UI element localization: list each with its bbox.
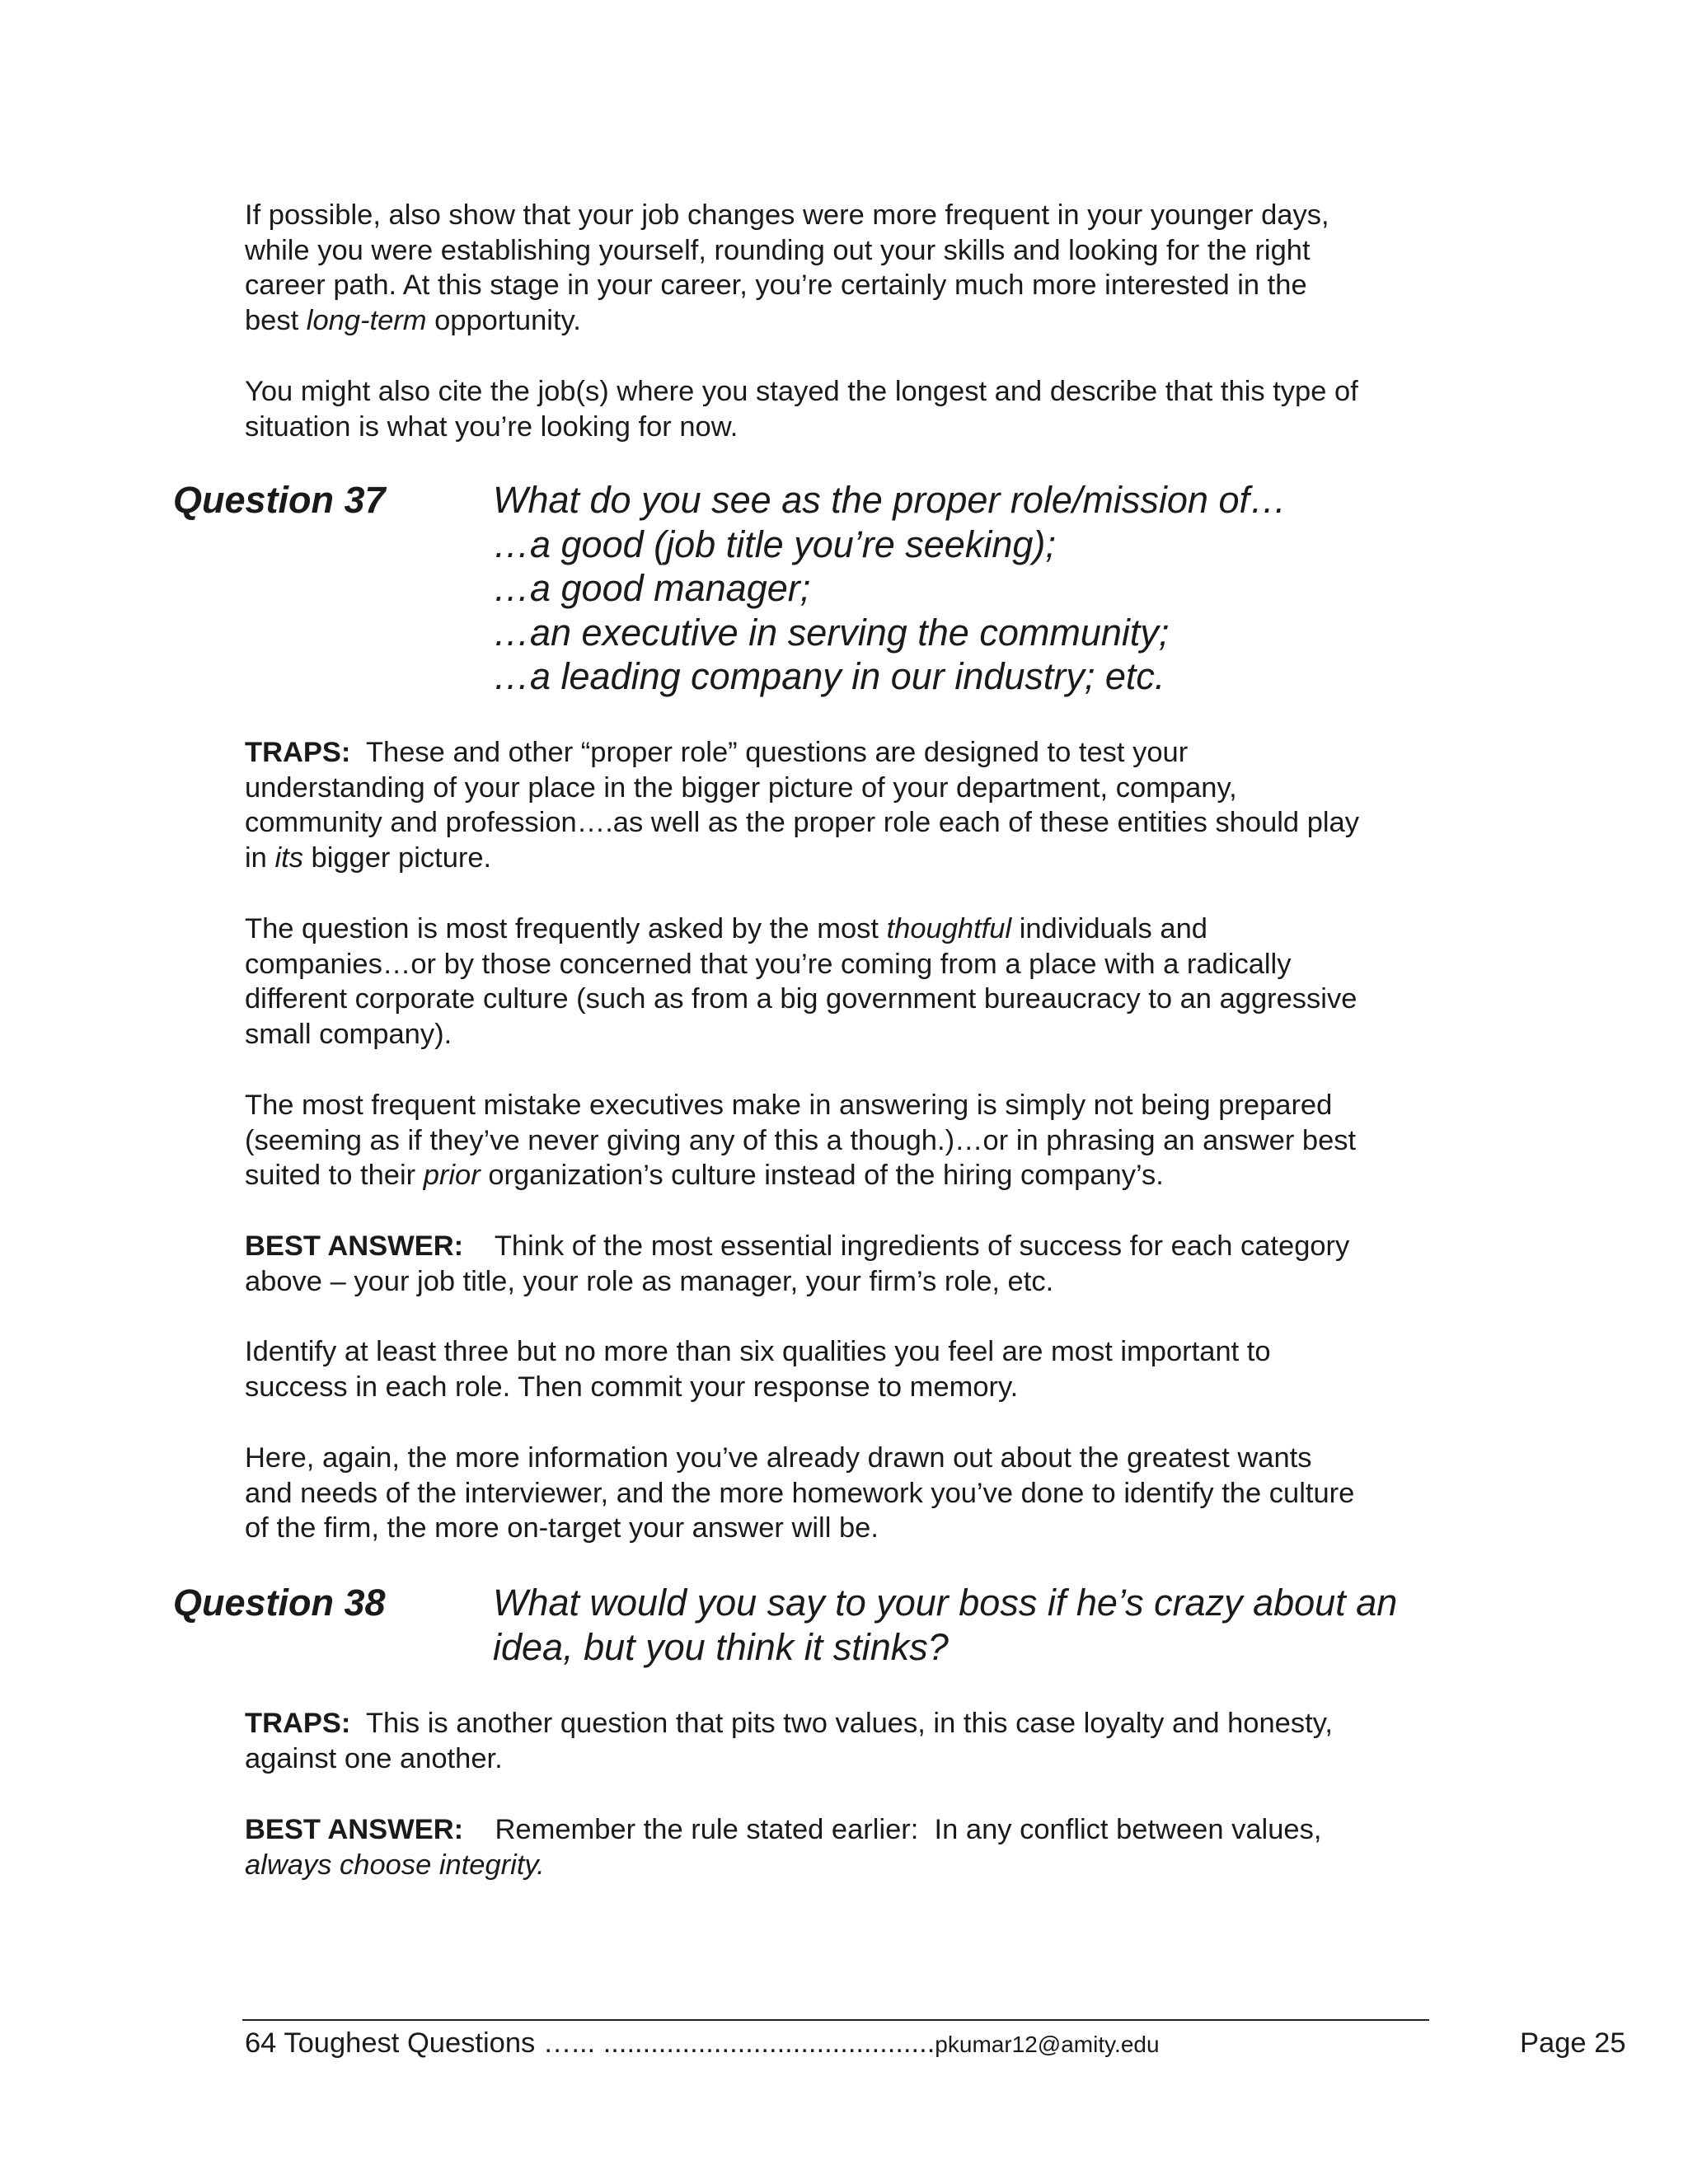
text-span: Remember the rule stated earlier: In any conflict between values, <box>463 1814 1322 1845</box>
text-span: organization’s culture instead of the hiring company’s. <box>480 1160 1164 1191</box>
text-line <box>245 303 1448 339</box>
q37-best-answer-paragraph <box>245 1229 1448 1299</box>
text-line: Identify at least three but no more than six qualities you feel are most important to <box>245 1336 1271 1367</box>
footer-email: pkumar12@amity.edu <box>935 2032 1160 2057</box>
text-line: Here, again, the more information you’ve already drawn out about the greatest wants <box>245 1442 1312 1474</box>
text-line: understanding of your place in the bigger picture of your department, company, <box>245 771 1237 804</box>
intro-paragraph-1 <box>245 198 1448 338</box>
text-line: above – your job title, your role as manager, your firm’s role, etc. <box>245 1265 1054 1297</box>
text-line <box>245 912 1448 947</box>
text-span: individuals and <box>1011 913 1207 944</box>
intro-paragraph-2 <box>245 374 1448 444</box>
footer-title-text: 64 Toughest Questions …... .......................................... <box>245 2027 935 2059</box>
emphasis: thoughtful <box>886 913 1012 944</box>
question-line: …a leading company in our industry; etc. <box>493 655 1165 697</box>
best-answer-label: BEST ANSWER: <box>245 1230 464 1262</box>
text-line: small company). <box>245 1018 452 1050</box>
text-line: and needs of the interviewer, and the more homework you’ve done to identify the culture <box>245 1477 1355 1509</box>
text-line: If possible, also show that your job changes were more frequent in your younger days, <box>245 199 1329 231</box>
footer-rule <box>242 2019 1429 2021</box>
text-span: best <box>245 304 307 336</box>
text-line: situation is what you’re looking for now. <box>245 410 738 443</box>
question-37-text <box>493 478 1287 699</box>
text-line: The most frequent mistake executives make in answering is simply not being prepared <box>245 1090 1333 1121</box>
text-line: against one another. <box>245 1742 503 1774</box>
text-span: The question is most frequently asked by the most <box>245 913 887 944</box>
question-line: …an executive in serving the community; <box>493 611 1170 654</box>
question-line: …a good manager; <box>493 567 811 609</box>
text-line <box>245 1706 1448 1741</box>
emphasis-line: always choose integrity. <box>245 1849 545 1881</box>
q37-here-paragraph <box>245 1441 1448 1546</box>
q37-traps-paragraph <box>245 735 1448 875</box>
q38-traps-paragraph <box>245 1706 1448 1776</box>
question-line: idea, but you think it stinks? <box>493 1625 949 1668</box>
text-line: different corporate culture (such as from a big government bureaucracy to an aggressive <box>245 983 1357 1015</box>
text-span: These and other “proper role” questions are designed to test your <box>350 737 1189 768</box>
traps-label: TRAPS: <box>245 1708 351 1739</box>
text-line: companies…or by those concerned that you’re coming from a place with a radically <box>245 948 1292 980</box>
text-line <box>245 841 1448 876</box>
text-line: career path. At this stage in your career, you’re certainly much more interested in the <box>245 269 1307 301</box>
q37-identify-paragraph <box>245 1334 1448 1404</box>
text-line: success in each role. Then commit your response to memory. <box>245 1371 1019 1403</box>
text-line: You might also cite the job(s) where you stayed the longest and describe that this type of <box>245 376 1358 407</box>
question-38-label: Question 38 <box>173 1582 386 1624</box>
text-span: suited to their <box>245 1160 424 1191</box>
q37-frequency-paragraph <box>245 912 1448 1052</box>
text-span: Think of the most essential ingredients of success for each category <box>463 1230 1350 1262</box>
question-37-label: Question 37 <box>173 479 386 521</box>
question-line: …a good (job title you’re seeking); <box>493 523 1056 565</box>
emphasis: prior <box>423 1160 481 1191</box>
text-span: bigger picture. <box>302 841 492 874</box>
text-line <box>245 1158 1448 1193</box>
traps-label: TRAPS: <box>245 737 351 768</box>
text-line: (seeming as if they’ve never giving any of this a though.)…or in phrasing an answer best <box>245 1124 1357 1156</box>
text-span: This is another question that pits two values, in this case loyalty and honesty, <box>350 1708 1333 1739</box>
q38-best-answer-paragraph <box>245 1812 1448 1882</box>
question-line: What do you see as the proper role/mission of… <box>493 479 1287 521</box>
text-span: opportunity. <box>426 304 581 336</box>
best-answer-label: BEST ANSWER: <box>245 1814 464 1845</box>
text-line: of the firm, the more on-target your answer will be. <box>245 1512 879 1544</box>
question-line: What would you say to your boss if he’s crazy about an <box>493 1582 1398 1624</box>
question-38-text <box>493 1581 1397 1669</box>
q37-mistake-paragraph <box>245 1088 1448 1193</box>
page-number: Page 25 <box>1520 2027 1626 2059</box>
text-line <box>245 1229 1448 1264</box>
emphasis: its <box>274 841 303 874</box>
footer-title <box>245 2026 1160 2062</box>
text-line: community and profession….as well as the proper role each of these entities should play <box>245 807 1359 838</box>
text-span: in <box>245 841 275 874</box>
text-line: while you were establishing yourself, rounding out your skills and looking for the right <box>245 234 1311 266</box>
text-line <box>245 1812 1448 1848</box>
text-line <box>245 735 1448 771</box>
emphasis: long-term <box>306 304 427 336</box>
